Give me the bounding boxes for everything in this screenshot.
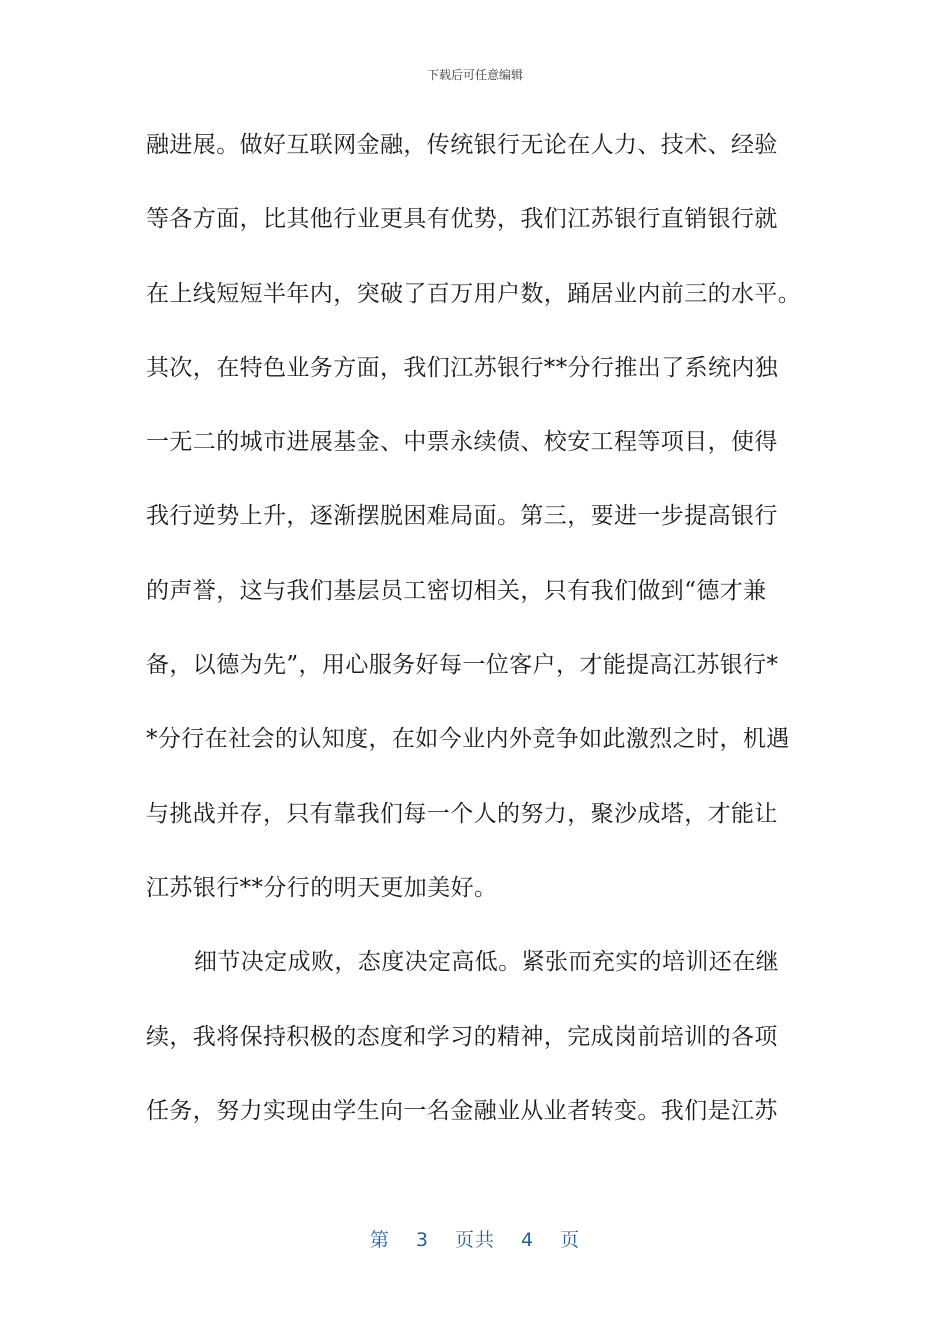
document-body [146, 125, 806, 1165]
text-line: 一无二的城市进展基金、中票永续债、校安工程等项目，使得 [146, 429, 778, 456]
footer-prefix: 第 [369, 1229, 390, 1251]
text-line: 等各方面，比其他行业更具有优势，我们江苏银行直销银行就 [146, 206, 778, 233]
header-note: 下载后可任意编辑 [426, 68, 523, 82]
text-line: 融进展。做好互联网金融，传统银行无论在人力、技术、经验 [146, 132, 778, 158]
total-page-number: 4 [521, 1229, 535, 1251]
text-line: *分行在社会的认知度，在如今业内外竞争如此激烈之时，机遇 [146, 726, 790, 753]
text-line: 其次，在特色业务方面，我们江苏银行**分行推出了系统内独 [146, 354, 779, 381]
text-line: 江苏银行**分行的明天更加美好。 [146, 874, 498, 901]
text-line: 与挑战并存，只有靠我们每一个人的努力，聚沙成塔，才能让 [146, 800, 778, 827]
paragraph-start-line: 细节决定成败，态度决定高低。紧张而充实的培训还在继 [194, 949, 779, 976]
text-line: 任务，努力实现由学生向一名金融业从业者转变。我们是江苏 [146, 1097, 778, 1124]
footer-middle: 页共 [454, 1229, 495, 1251]
text-line: 备，以德为先”，用心服务好每一位客户，才能提高江苏银行* [146, 652, 779, 679]
text-line: 我行逆势上升，逐渐摆脱困难局面。第三，要进一步提高银行 [146, 503, 778, 530]
text-line: 在上线短短半年内，突破了百万用户数，踊居业内前三的水平。 [146, 280, 802, 307]
current-page-number: 3 [415, 1229, 429, 1251]
text-line: 续，我将保持积极的态度和学习的精神，完成岗前培训的各项 [146, 1023, 778, 1050]
page-footer [0, 1225, 950, 1252]
footer-suffix: 页 [560, 1229, 581, 1251]
text-line: 的声誉，这与我们基层员工密切相关，只有我们做到“德才兼 [146, 577, 767, 604]
